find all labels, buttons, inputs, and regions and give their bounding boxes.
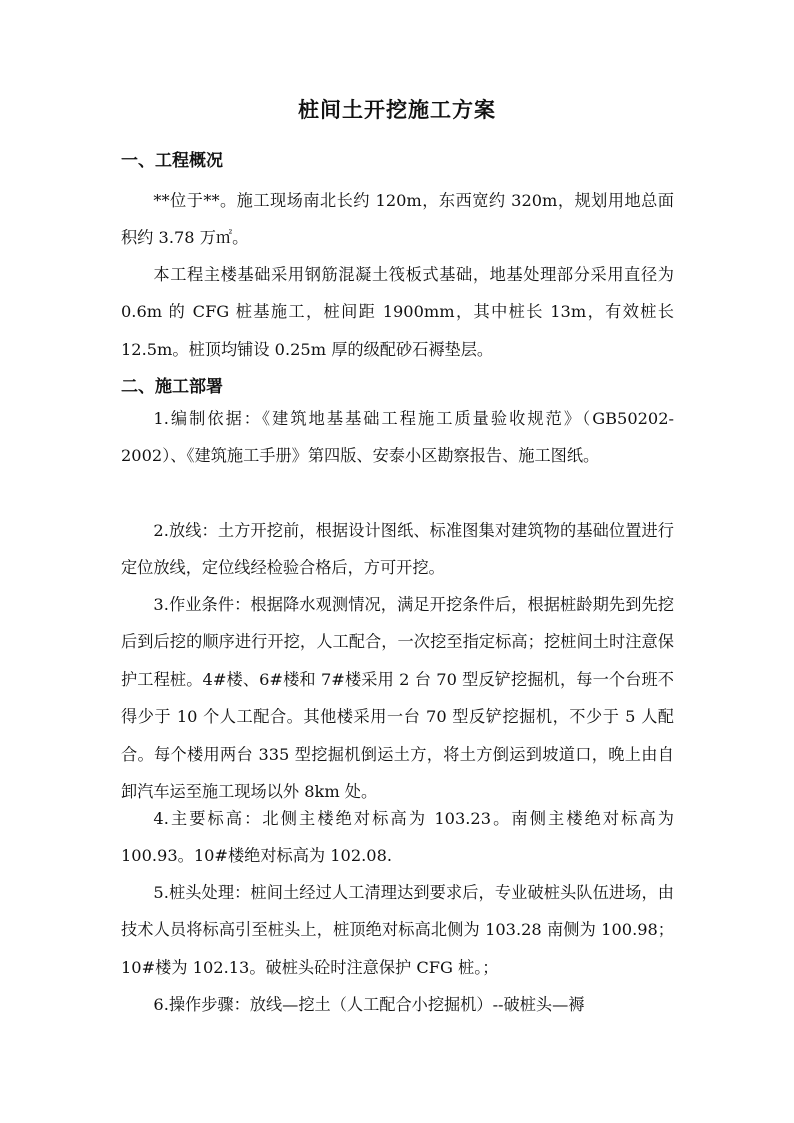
paragraph-basis: 1.编制依据：《建筑地基基础工程施工质量验收规范》（GB50202-2002）、《建筑施工手册》第四版、安泰小区勘察报告、施工图纸。	[121, 409, 674, 466]
section-heading-overview: 一、工程概况	[121, 151, 223, 171]
paragraph-elevations: 4.主要标高：北侧主楼绝对标高为 103.23。南侧主楼绝对标高为 100.93。10#楼绝对标高为 102.08.	[121, 809, 674, 866]
section-heading-deployment: 二、施工部署	[121, 377, 223, 397]
paragraph-foundation: 本工程主楼基础采用钢筋混凝土筏板式基础，地基处理部分采用直径为 0.6m 的 CFG 桩基施工，桩间距 1900mm，其中桩长 13m，有效桩长 12.5m。桩顶均铺设 0.25m 厚的级配砂石褥垫层。	[121, 265, 674, 359]
paragraph-pile-head: 5.桩头处理：桩间土经过人工清理达到要求后，专业破桩头队伍进场，由技术人员将标高引至桩头上，桩顶绝对标高北侧为 103.28 南侧为 100.98；10#楼为 102.13。破桩头砼时注意保护 CFG 桩。；	[121, 883, 674, 977]
paragraph-work-conditions: 3.作业条件：根据降水观测情况，满足开挖条件后，根据桩龄期先到先挖后到后挖的顺序进行开挖，人工配合，一次挖至指定标高；挖桩间土时注意保护工程桩。4#楼、6#楼和 7#楼采用 2 台 70 型反铲挖掘机，每一个台班不得少于 10 个人工配合。其他楼采用一台 70 型反铲挖掘机，不少于 5 人配合。每个楼用两台 335 型挖掘机倒运土方，将土方倒运到坡道口，晚上由自卸汽车运至施工现场以外 8km 处。	[121, 595, 674, 802]
paragraph-layout: 2.放线：土方开挖前，根据设计图纸、标准图集对建筑物的基础位置进行定位放线，定位线经检验合格后，方可开挖。	[121, 521, 674, 578]
document-title: 桩间土开挖施工方案	[298, 97, 496, 122]
paragraph-site-location: **位于**。施工现场南北长约 120m，东西宽约 320m，规划用地总面积约 3.78 万㎡。	[121, 191, 674, 248]
paragraph-steps: 6.操作步骤：放线—挖土（人工配合小挖掘机）--破桩头—褥	[153, 995, 585, 1014]
